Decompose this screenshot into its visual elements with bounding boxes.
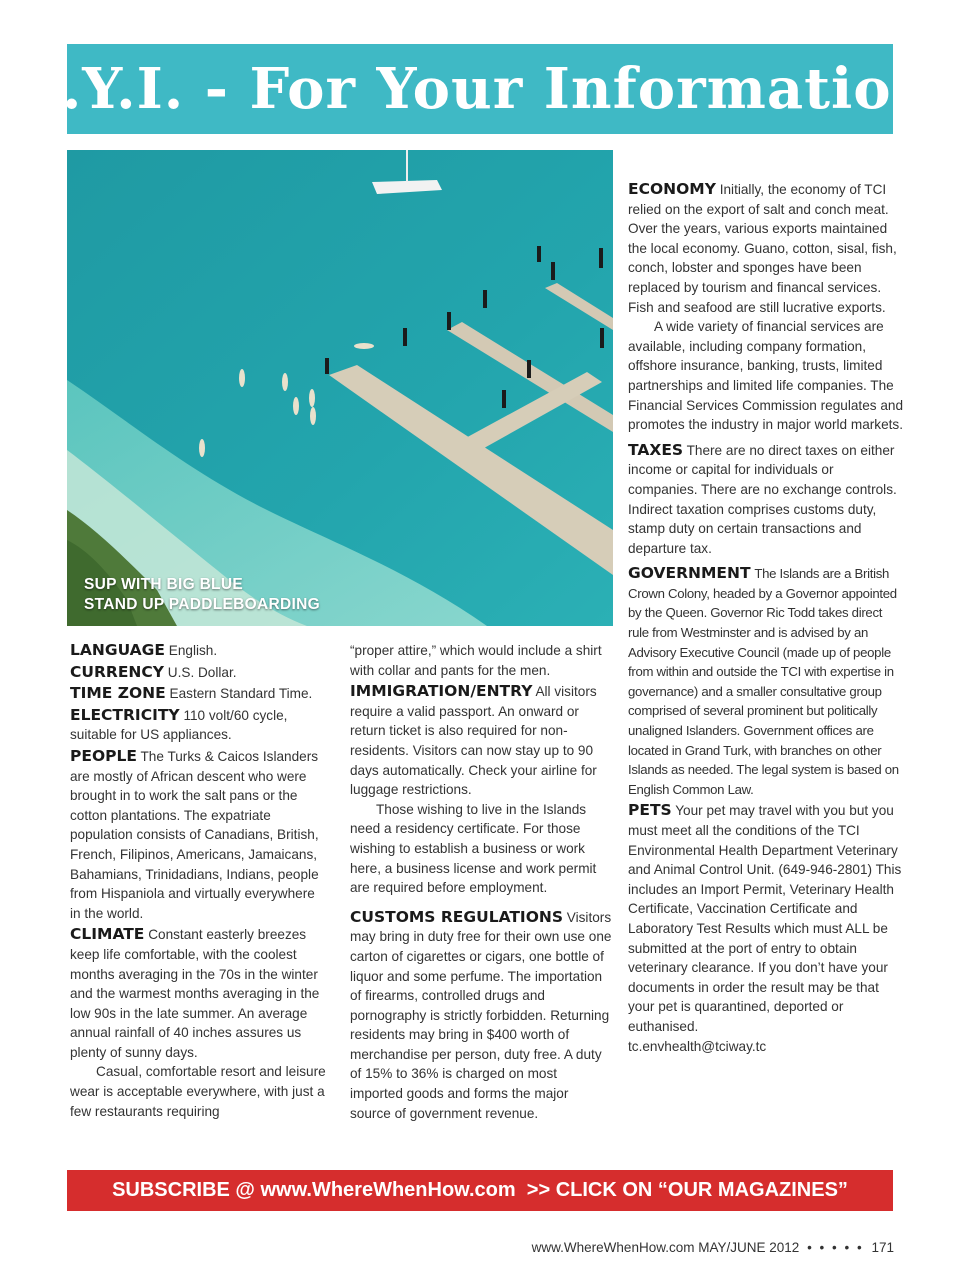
column-middle — [350, 641, 612, 1123]
government-section — [628, 564, 906, 799]
economy-heading: ECONOMY — [628, 180, 716, 198]
subscribe-text[interactable]: SUBSCRIBE @ www.WhereWhenHow.com >> CLICK ON “OUR MAGAZINES” — [112, 1179, 848, 1201]
government-heading: GOVERNMENT — [628, 564, 751, 583]
residency-paragraph: Those wishing to live in the Islands need a residency certificate. For those wishing to establish a business or work here, a business license and work permit are required before employment. — [350, 801, 597, 896]
people-text: The Turks & Caicos Islanders are mostly of African descent who were brought in to work the salt pans or the cotton plantations. The expatriate population consists of Canadians, British, French, Filipinos, Americans, Jamaicans, Bahamians, Trinidadians, Indians, people from Hispaniola and virtually everywhere in the world. — [70, 748, 319, 921]
climate-section — [70, 925, 326, 1062]
marina-photo — [67, 150, 613, 626]
electricity-section — [70, 706, 326, 745]
currency-heading: CURRENCY — [70, 662, 164, 681]
electricity-text: 110 volt/60 cycle, suitable for US appliances. — [70, 707, 288, 743]
customs-text: Visitors may bring in duty free for their own use one carton of cigarettes or cigars, one bottle of liquor and some perfume. The importation of firearms, controlled drugs and pornography is strictly forbidden. Returning residents may bring in $400 worth of merchandise per person, duty free. A duty of 15% to 36% is charged on most imported goods and forms the major source of government revenue. — [350, 909, 612, 1121]
attire-continued: “proper attire,” which would include a shirt with collar and pants for the men. — [350, 643, 602, 678]
language-text: English. — [168, 643, 218, 658]
photo-caption — [84, 575, 320, 615]
financial-services-paragraph: A wide variety of financial services are available, including company formation, offshore insurance, banking, trusts, limited partnerships and limited life companies. The Financial Services Commission regulates and promotes the industry in major world markets. — [628, 319, 904, 433]
pets-email: tc.envhealth@tciway.tc — [628, 1038, 767, 1054]
caption-line-2: STAND UP PADDLEBOARDING — [84, 596, 320, 613]
column-left — [70, 641, 326, 1121]
climate-text: Constant easterly breezes keep life comfortable, with the coolest months averaging in the 70s in the winter and the warmest months averaging in the low 90s in the late summer. An average annual rainfall of 40 inches assures us plenty of sunny days. — [70, 927, 320, 1060]
immigration-heading: IMMIGRATION/ENTRY — [350, 682, 533, 701]
people-section — [70, 747, 326, 923]
immigration-section — [350, 682, 612, 800]
caption-line-1: SUP WITH BIG BLUE — [84, 576, 243, 593]
economy-section — [628, 180, 906, 317]
taxes-heading: TAXES — [628, 440, 684, 459]
climate-heading: CLIMATE — [70, 925, 145, 944]
language-heading: LANGUAGE — [70, 641, 165, 659]
attire-paragraph: Casual, comfortable resort and leisure wear is acceptable everywhere, with just a few restaurants requiring — [70, 1064, 326, 1119]
pets-heading: PETS — [628, 801, 672, 820]
page-footer — [532, 1240, 894, 1255]
customs-heading: CUSTOMS REGULATIONS — [350, 907, 564, 926]
timezone-heading: TIME ZONE — [70, 684, 166, 703]
aerial-dock-image — [67, 150, 613, 626]
page-title: F.Y.I. - For Your Information — [26, 56, 934, 122]
timezone-text: Eastern Standard Time. — [169, 686, 313, 702]
column-right — [628, 180, 906, 1056]
people-heading: PEOPLE — [70, 746, 137, 765]
footer-issue: MAY/JUNE 2012 — [698, 1240, 800, 1255]
taxes-section — [628, 441, 906, 559]
header-banner — [26, 44, 934, 134]
page-number: 171 — [871, 1240, 894, 1255]
currency-text: U.S. Dollar. — [167, 664, 237, 680]
timezone-section — [70, 684, 326, 704]
customs-section — [350, 908, 612, 1124]
footer-dots: • • • • • — [807, 1240, 864, 1255]
government-text: The Islands are a British Crown Colony, headed by a Governor appointed by the Queen. Governor Ric Todd takes direct rule from Westminster and is advised by an Advisory Executive Council (made up of people from within and outside the TCI with expertise in governance) and a smaller consultative group comprised of several prominent but politically unaligned Islanders. Government offices are located in Grand Turk, with branches on other Islands as needed. The legal system is based on English Common Law. — [628, 566, 899, 797]
electricity-heading: ELECTRICITY — [70, 705, 180, 724]
pets-text: Your pet may travel with you but you must meet all the conditions of the TCI Environmental Health Department Veterinary and Animal Control Unit. (649-946-2801) This includes an Import Permit, Veterinary Health Certificate, Vaccination Certificate and Laboratory Test Results which must ALL be submitted at the port of entry to obtain veterinary clearance. If you don’t have your documents in order the result may be that your pet is quarantined, deported or euthanised. — [628, 803, 902, 1034]
footer-site[interactable]: www.WhereWhenHow.com — [531, 1240, 695, 1255]
pets-section — [628, 801, 906, 1036]
currency-section — [70, 663, 326, 683]
immigration-text: All visitors require a valid passport. An onward or return ticket is also required for non-residents. Visitors can now stay up to 90 days automatically. Check your airline for luggage restrictions. — [350, 684, 597, 798]
taxes-text: There are no direct taxes on either income or capital for individuals or companies. There are no exchange controls. Indirect taxation comprises customs duty, stamp duty on certain transactions and departure tax. — [628, 442, 897, 556]
economy-text: Initially, the economy of TCI relied on the export of salt and conch meat. Over the years, various exports maintained the local economy. Guano, cotton, sisal, fish, conch, lobster and sponges have been replaced by tourism and financal services. Fish and seafood are still lucrative exports. — [628, 182, 897, 315]
subscribe-banner[interactable] — [67, 1170, 893, 1211]
language-section — [70, 641, 326, 661]
